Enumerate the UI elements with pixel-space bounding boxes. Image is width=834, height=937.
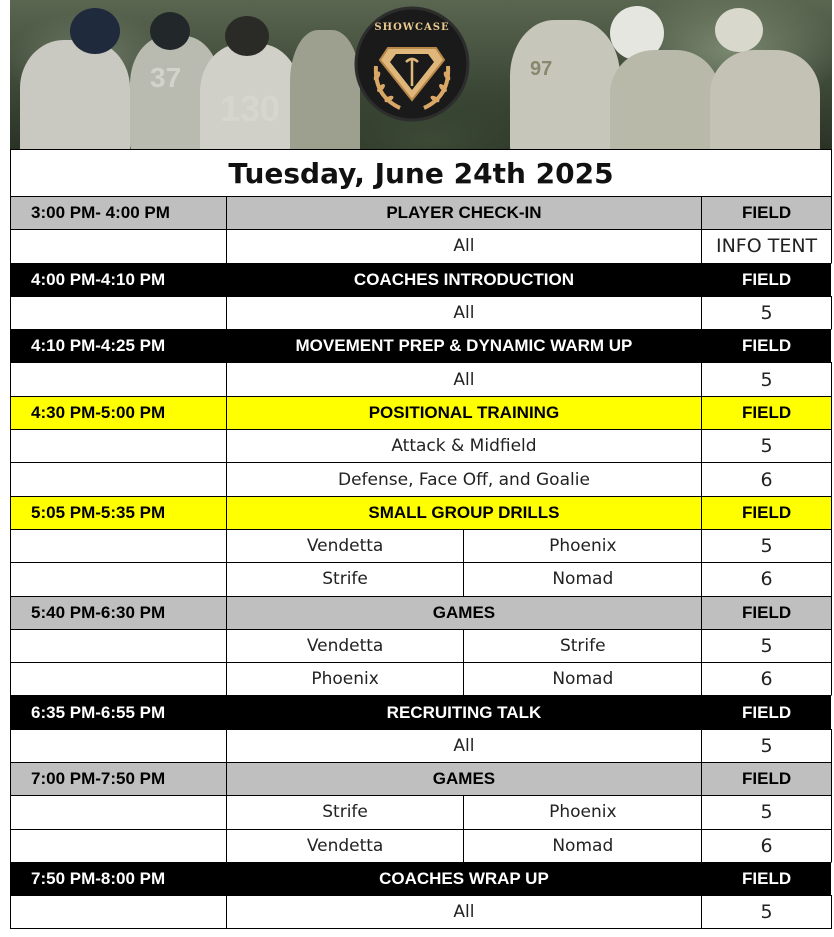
player-silhouette (610, 50, 720, 149)
session-detail-row (10, 429, 832, 462)
session-group: All (227, 729, 702, 762)
jersey-number: 97 (530, 58, 553, 80)
session-header-row (10, 196, 832, 229)
empty-time-cell (11, 229, 227, 262)
showcase-banner-image (10, 0, 832, 149)
matchup-row (10, 529, 832, 562)
session-group: Attack & Midfield (227, 429, 702, 462)
session-header-row (10, 329, 832, 362)
empty-time-cell (11, 429, 227, 462)
team-left: Phoenix (227, 662, 465, 695)
field-number: 6 (702, 562, 832, 595)
session-time: 7:00 PM-7:50 PM (11, 762, 227, 795)
field-label: FIELD (702, 196, 832, 229)
logo-text: SHOWCASE (374, 22, 450, 33)
team-right: Nomad (464, 662, 702, 695)
field-number: 6 (702, 662, 832, 695)
empty-time-cell (11, 562, 227, 595)
session-title: SMALL GROUP DRILLS (227, 496, 702, 529)
field-label: FIELD (702, 329, 832, 362)
schedule-title-row (10, 149, 832, 196)
session-title: COACHES INTRODUCTION (227, 263, 702, 296)
player-silhouette (20, 40, 130, 149)
session-header-row (10, 762, 832, 795)
session-title: MOVEMENT PREP & DYNAMIC WARM UP (227, 329, 702, 362)
field-label: FIELD (702, 496, 832, 529)
team-right: Phoenix (464, 529, 702, 562)
empty-time-cell (11, 629, 227, 662)
field-number: 6 (702, 829, 832, 862)
team-right: Nomad (464, 829, 702, 862)
session-time: 5:40 PM-6:30 PM (11, 596, 227, 629)
session-detail-row (10, 462, 832, 495)
empty-time-cell (11, 729, 227, 762)
session-time: 4:30 PM-5:00 PM (11, 396, 227, 429)
session-group: All (227, 362, 702, 395)
session-detail-row (10, 895, 832, 928)
player-helmet (225, 16, 269, 56)
matchup-row (10, 795, 832, 828)
matchup-row (10, 629, 832, 662)
team-right: Nomad (464, 562, 702, 595)
session-time: 6:35 PM-6:55 PM (11, 695, 227, 728)
player-helmet (70, 8, 120, 54)
session-time: 7:50 PM-8:00 PM (11, 862, 227, 895)
empty-time-cell (11, 895, 227, 927)
player-silhouette (710, 50, 820, 149)
session-group: All (227, 229, 702, 262)
empty-time-cell (11, 662, 227, 695)
team-left: Vendetta (227, 829, 465, 862)
session-header-row (10, 695, 832, 728)
field-label: FIELD (702, 762, 832, 795)
session-title: GAMES (227, 596, 702, 629)
player-silhouette (510, 20, 620, 149)
session-detail-row (10, 229, 832, 262)
session-header-row (10, 596, 832, 629)
session-time: 4:00 PM-4:10 PM (11, 263, 227, 296)
schedule-title: Tuesday, June 24th 2025 (228, 156, 614, 190)
schedule-rows (10, 196, 832, 929)
field-label: FIELD (702, 396, 832, 429)
session-header-row (10, 496, 832, 529)
empty-time-cell (11, 296, 227, 329)
team-left: Vendetta (227, 629, 465, 662)
session-detail-row (10, 729, 832, 762)
player-helmet (715, 8, 763, 52)
player-helmet (150, 12, 190, 50)
matchup-row (10, 662, 832, 695)
showcase-logo (350, 4, 474, 124)
empty-time-cell (11, 362, 227, 395)
team-left: Strife (227, 562, 465, 595)
empty-time-cell (11, 529, 227, 562)
session-time: 4:10 PM-4:25 PM (11, 329, 227, 362)
empty-time-cell (11, 462, 227, 495)
team-left: Strife (227, 795, 465, 828)
team-right: Phoenix (464, 795, 702, 828)
field-number: 5 (702, 362, 832, 395)
session-header-row (10, 862, 832, 895)
field-label: FIELD (702, 596, 832, 629)
session-title: COACHES WRAP UP (227, 862, 702, 895)
session-header-row (10, 396, 832, 429)
team-right: Strife (464, 629, 702, 662)
matchup-row (10, 829, 832, 862)
session-header-row (10, 263, 832, 296)
session-group: Defense, Face Off, and Goalie (227, 462, 702, 495)
session-detail-row (10, 362, 832, 395)
session-title: POSITIONAL TRAINING (227, 396, 702, 429)
field-label: FIELD (702, 862, 832, 895)
field-number: 5 (702, 729, 832, 762)
session-time: 3:00 PM- 4:00 PM (11, 196, 227, 229)
session-detail-row (10, 296, 832, 329)
field-number: INFO TENT (702, 229, 832, 262)
field-number: 5 (702, 629, 832, 662)
jersey-number: 37 (150, 62, 182, 93)
matchup-row (10, 562, 832, 595)
session-group: All (227, 895, 702, 927)
field-label: FIELD (702, 263, 832, 296)
session-title: GAMES (227, 762, 702, 795)
session-title: PLAYER CHECK-IN (227, 196, 702, 229)
field-number: 5 (702, 795, 832, 828)
session-group: All (227, 296, 702, 329)
field-number: 6 (702, 462, 832, 495)
schedule-table (10, 149, 832, 929)
team-left: Vendetta (227, 529, 465, 562)
jersey-number: 130 (220, 88, 281, 129)
field-label: FIELD (702, 695, 832, 728)
field-number: 5 (702, 529, 832, 562)
session-time: 5:05 PM-5:35 PM (11, 496, 227, 529)
field-number: 5 (702, 296, 832, 329)
session-title: RECRUITING TALK (227, 695, 702, 728)
field-number: 5 (702, 895, 832, 927)
empty-time-cell (11, 829, 227, 862)
empty-time-cell (11, 795, 227, 828)
field-number: 5 (702, 429, 832, 462)
